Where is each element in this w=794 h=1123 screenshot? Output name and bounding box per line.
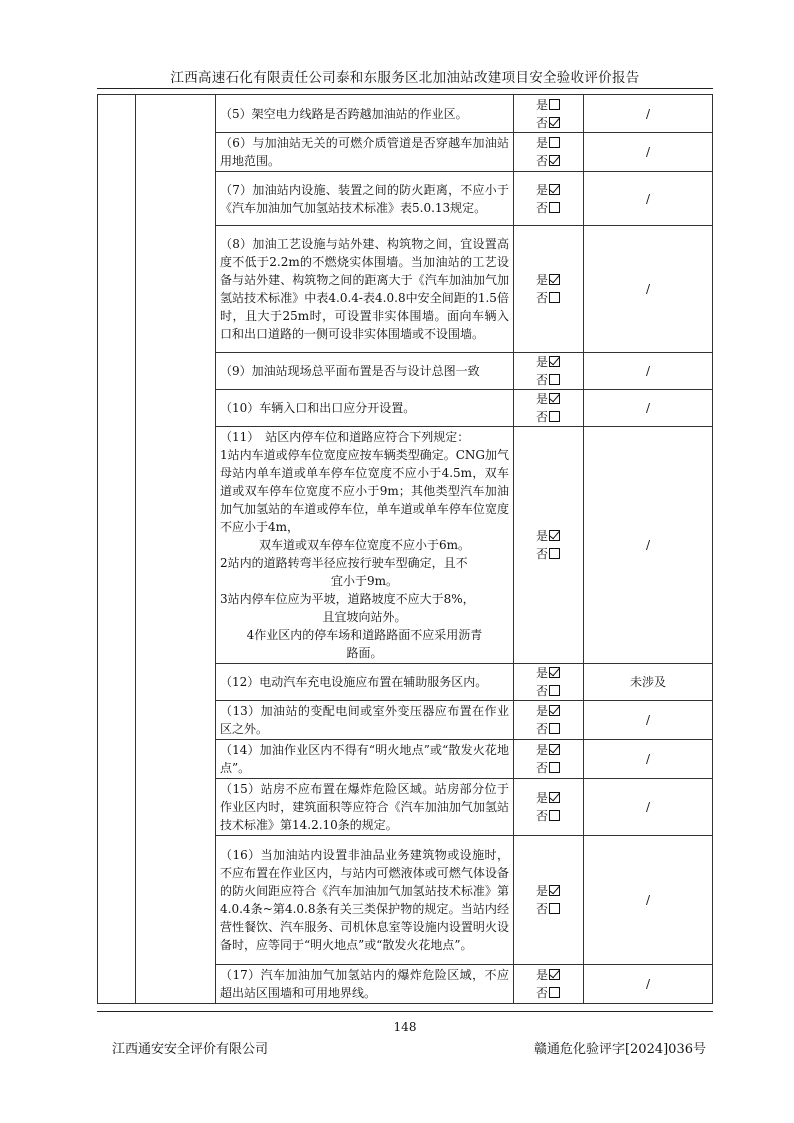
checked-checkbox-icon[interactable] [549,744,560,755]
yes-no-check-cell [514,226,584,353]
requirement-line: （14）加油作业区内不得有“明火地点”或“散发火花地点”。 [220,743,509,775]
yes-option[interactable] [536,527,583,545]
yes-no-check-cell [514,740,584,779]
requirement-line: （6）与加油站无关的可燃介质管道是否穿越车加油站用地范围。 [220,136,509,168]
footer-company: 江西通安安全评价有限公司 [112,1042,269,1057]
yes-no-check-cell [514,664,584,701]
evaluation-result: / [584,226,713,353]
no-option[interactable] [536,720,583,738]
no-option[interactable] [536,199,583,217]
requirement-text [216,353,514,390]
requirement-line: （8）加油工艺设施与站外建、构筑物之间，宜设置高度不低于2.2m的不燃烧实体围墙。当加油站的工艺设备与站外建、构筑物之间的距离大于《汽车加油加气加氢站技术标准》中表4.0.4-表4.0.8中安全间距的1.5倍时，且大于25m时，可设置非实体围墙。面向车辆入口和出口道路的一侧可设非实体围墙或不设围墙。 [220,237,509,341]
yes-no-check-cell [514,427,584,664]
no-option[interactable] [536,900,583,918]
yes-label: 是 [536,884,549,898]
requirement-line: （15）站房不应布置在爆炸危险区域。站房部分位于作业区内时，建筑面积等应符合《汽车加油加气加氢站技术标准》第14.2.10条的规定。 [220,782,509,832]
requirement-text [216,664,514,701]
requirement-line: 宜小于9m。 [330,574,398,588]
no-label: 否 [536,986,549,1000]
no-option[interactable] [536,759,583,777]
no-option[interactable] [536,289,583,307]
requirement-text [216,779,514,836]
checked-checkbox-icon[interactable] [549,356,560,367]
evaluation-result: / [584,701,713,740]
checked-checkbox-icon[interactable] [549,885,560,896]
yes-label: 是 [536,182,549,197]
no-option[interactable] [536,682,583,700]
evaluation-result: / [584,836,713,965]
checked-checkbox-icon[interactable] [549,969,560,980]
requirement-text [216,965,514,1004]
yes-option[interactable] [536,353,583,371]
unchecked-checkbox-icon[interactable] [549,723,560,734]
requirement-line: 且宜坡向站外。 [322,610,407,624]
requirement-text [216,133,514,172]
yes-no-check-cell [514,779,584,836]
unchecked-checkbox-icon[interactable] [549,137,560,148]
yes-label: 是 [536,392,549,406]
yes-no-check-cell [514,965,584,1004]
no-label: 否 [536,200,549,215]
checked-checkbox-icon[interactable] [549,667,560,678]
requirement-line: （9）加油站现场总平面布置是否与设计总图一致 [220,364,480,378]
requirement-line: （11） 站区内停车位和道路应符合下列规定： [220,430,470,444]
unchecked-checkbox-icon[interactable] [549,99,560,110]
unchecked-checkbox-icon[interactable] [549,411,560,422]
requirement-line: 4作业区内的停车场和道路路面不应采用沥青 [246,628,483,642]
yes-option[interactable] [536,789,583,807]
evaluation-result: / [584,133,713,172]
requirement-line: （13）加油站的变配电间或室外变压器应布置在作业区之外。 [220,704,509,736]
requirement-text [216,172,514,226]
unchecked-checkbox-icon[interactable] [549,548,560,559]
unchecked-checkbox-icon[interactable] [549,685,560,696]
evaluation-result: / [584,390,713,427]
requirement-line: 1站内车道或停车位宽度应按车辆类型确定。CNG加气母站内单车道或单车停车位宽度不应小于4.5m，双车道或双车停车位宽度不应小于9m；其他类型汽车加油加气加氢站的车道或停车位，单车道或单车停车位宽度不应小于4m， [220,448,509,534]
yes-option[interactable] [536,271,583,289]
requirement-text [216,390,514,427]
no-label: 否 [536,761,549,775]
yes-no-check-cell [514,390,584,427]
footer-divider [97,1011,713,1012]
yes-no-check-cell [514,133,584,172]
unchecked-checkbox-icon[interactable] [549,374,560,385]
yes-label: 是 [536,136,549,150]
evaluation-result: / [584,353,713,390]
evaluation-result: / [584,779,713,836]
yes-label: 是 [536,968,549,982]
yes-no-check-cell [514,353,584,390]
yes-label: 是 [536,529,549,543]
yes-option[interactable] [536,741,583,759]
no-option[interactable] [536,371,583,389]
checked-checkbox-icon[interactable] [549,393,560,404]
requirement-text [216,95,514,133]
yes-option[interactable] [536,702,583,720]
requirement-text [216,836,514,965]
requirement-text [216,740,514,779]
no-option[interactable] [536,152,583,170]
yes-no-check-cell [514,701,584,740]
no-option[interactable] [536,545,583,563]
evaluation-result: / [584,427,713,664]
no-label: 否 [536,684,549,698]
no-option[interactable] [536,984,583,1002]
unchecked-checkbox-icon[interactable] [549,903,560,914]
unchecked-checkbox-icon[interactable] [549,292,560,303]
requirement-line: （10）车辆入口和出口应分开设置。 [220,401,416,415]
yes-option[interactable] [536,96,583,114]
safety-checklist-table [97,94,713,1004]
yes-option[interactable] [536,181,583,199]
requirement-line: 3站内停车位应为平坡，道路坡度不应大于8%， [220,592,475,606]
yes-label: 是 [536,666,549,680]
no-label: 否 [536,291,549,305]
no-label: 否 [536,154,549,168]
yes-option[interactable] [536,664,583,682]
yes-label: 是 [536,355,549,369]
requirement-line: （7）加油站内设施、装置之间的防火距离，不应小于《汽车加油加气加氢站技术标准》表5.0.13规定。 [220,182,509,215]
requirement-line: （5）架空电力线路是否跨越加油站的作业区。 [220,106,468,121]
no-label: 否 [536,809,549,823]
no-label: 否 [536,547,549,561]
no-label: 否 [536,722,549,736]
evaluation-result: / [584,740,713,779]
yes-option[interactable] [536,390,583,408]
checked-checkbox-icon[interactable] [549,274,560,285]
no-label: 否 [536,410,549,424]
yes-no-check-cell [514,836,584,965]
requirement-line: 2站内的道路转弯半径应按行驶车型确定，且不 [220,556,468,570]
requirement-line: （17）汽车加油加气加氢站内的爆炸危险区域，不应超出站区围墙和可用地界线。 [220,968,509,1000]
yes-label: 是 [536,791,549,805]
requirement-text [216,226,514,353]
yes-option[interactable] [536,966,583,984]
requirement-line: 路面。 [346,646,383,660]
yes-label: 是 [536,273,549,287]
yes-option[interactable] [536,134,583,152]
no-option[interactable] [536,807,583,825]
unchecked-checkbox-icon[interactable] [549,987,560,998]
blank-category-cell [136,95,216,1004]
footer-report-number: 赣通危化验评字[2024]036号 [533,1042,706,1057]
no-option[interactable] [536,114,583,132]
checked-checkbox-icon[interactable] [549,792,560,803]
header-divider [97,88,713,89]
evaluation-result: / [584,172,713,226]
checked-checkbox-icon[interactable] [549,530,560,541]
requirement-line: （16）当加油站内设置非油品业务建筑物或设施时，不应布置在作业区内，与站内可燃液体或可燃气体设备的防火间距应符合《汽车加油加气加氢站技术标准》第4.0.4条~第4.0.8条有关三类保护物的规定。当站内经营性餐饮、汽车服务、司机休息室等设施内设置明火设备时，应等同于“明火地点”或“散发火花地点”。 [220,848,509,952]
checked-checkbox-icon[interactable] [549,117,560,128]
no-option[interactable] [536,408,583,426]
no-label: 否 [536,115,549,130]
yes-option[interactable] [536,882,583,900]
page-header-title: 江西高速石化有限责任公司泰和东服务区北加油站改建项目安全验收评价报告 [170,70,640,86]
evaluation-result: 未涉及 [584,664,713,701]
yes-no-check-cell [514,95,584,133]
evaluation-result: / [584,95,713,133]
requirement-line: （12）电动汽车充电设施应布置在辅助服务区内。 [220,675,488,689]
unchecked-checkbox-icon[interactable] [549,762,560,773]
checked-checkbox-icon[interactable] [549,705,560,716]
requirement-text [216,427,514,664]
yes-label: 是 [536,743,549,757]
checked-checkbox-icon[interactable] [549,155,560,166]
checklist-row [98,95,713,133]
yes-label: 是 [536,97,549,112]
yes-label: 是 [536,704,549,718]
no-label: 否 [536,902,549,916]
yes-no-check-cell [514,172,584,226]
page-number: 148 [393,1020,417,1034]
checked-checkbox-icon[interactable] [549,184,560,195]
requirement-text [216,701,514,740]
unchecked-checkbox-icon[interactable] [549,810,560,821]
evaluation-result: / [584,965,713,1004]
requirement-line: 双车道或双车停车位宽度不应小于6m。 [258,538,470,552]
blank-index-cell [98,95,136,1004]
no-label: 否 [536,373,549,387]
unchecked-checkbox-icon[interactable] [549,202,560,213]
